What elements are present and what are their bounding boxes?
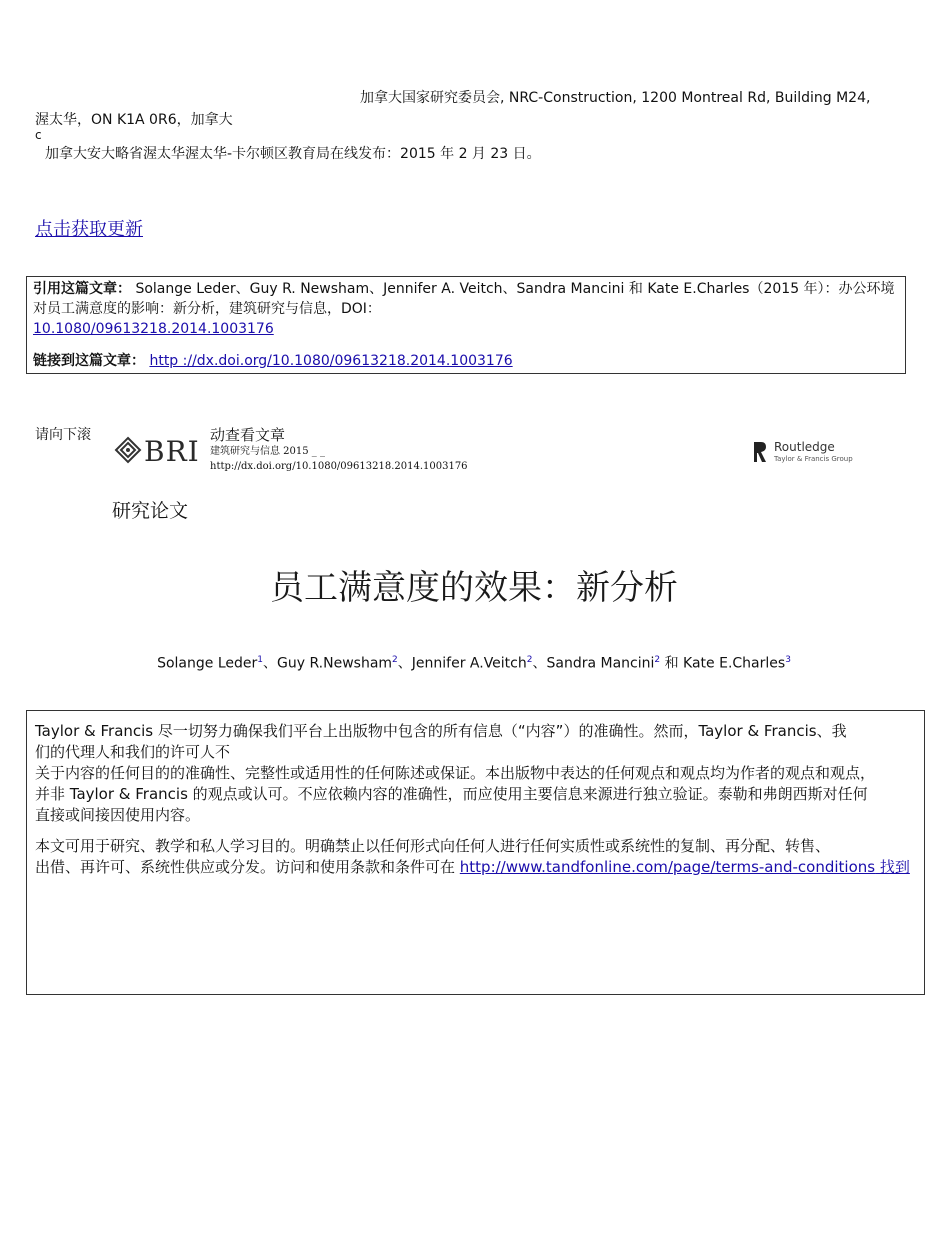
disclaimer-line: 直接或间接因使用内容。 (35, 806, 201, 824)
author-separator: 、 (262, 655, 277, 672)
author-name: Kate E.Charles (683, 655, 786, 672)
cite-text: Solange Leder、Guy R. Newsham、Jennifer A. Veitch、Sandra Mancini 和 Kate E.Charles（2015 年）：办公环境对员工满意度的影响：新分析，建筑研究与信息，DOI： (33, 281, 895, 317)
terms-link-suffix[interactable]: 找到 (875, 858, 910, 876)
author-separator: 、 (397, 655, 412, 672)
article-url-link[interactable]: http ://dx.doi.org/10.1080/09613218.2014.1003176 (149, 353, 513, 369)
disclaimer-line: 关于内容的任何目的的准确性、完整性或适用性的任何陈述或保证。本出版物中表达的任何观点和观点均为作者的观点和观点， (35, 764, 876, 782)
disclaimer-line: Taylor & Francis 尽一切努力确保我们平台上出版物中包含的所有信息（“内容”）的准确性。然而，Taylor & Francis、我 (35, 722, 847, 740)
doi-link[interactable]: 10.1080/09613218.2014.1003176 (33, 321, 274, 337)
publisher-group: Taylor & Francis Group (774, 455, 853, 463)
bri-logo-text: BRI (144, 435, 200, 468)
journal-doi: http://dx.doi.org/10.1080/09613218.2014.1003176 (210, 461, 468, 472)
disclaimer-line: 并非 Taylor & Francis 的观点或认可。不应依赖内容的准确性，而应使用主要信息来源进行独立验证。泰勒和弗朗西斯对任何 (35, 785, 868, 803)
citation-box (26, 276, 906, 374)
terms-conditions-link[interactable]: http://www.tandfonline.com/page/terms-and-conditions (459, 858, 876, 876)
disclaimer-paragraph-1 (35, 721, 916, 826)
publisher-name: Routledge (774, 440, 835, 454)
disclaimer-line: 本文可用于研究、教学和私人学习目的。明确禁止以任何形式向任何人进行任何实质性或系统性的复制、再分配、转售、 (35, 837, 831, 855)
author-list (0, 650, 948, 674)
link-label: 链接到这篇文章： (33, 353, 145, 369)
section-label: 研究论文 (112, 500, 189, 522)
author-name: Sandra Mancini (546, 655, 655, 672)
disclaimer-line: 们的代理人和我们的许可人不 (35, 743, 231, 761)
author-affiliation-sup[interactable]: 1 (257, 655, 263, 665)
article-link-row (33, 351, 899, 371)
author-separator: 、 (532, 655, 547, 672)
scroll-hint: 请向下滚 (35, 427, 91, 443)
disclaimer-line: 出借、再许可、系统性供应或分发。访问和使用条款和条件可在 (35, 858, 460, 876)
disclaimer-box (26, 710, 925, 995)
view-article-hint: 动查看文章 (210, 426, 286, 444)
article-title: 员工满意度的效果：新分析 (270, 568, 678, 608)
check-updates-link[interactable]: 点击获取更新 (35, 219, 143, 240)
author-affiliation-sup[interactable]: 3 (785, 655, 791, 665)
author-affiliation-sup[interactable]: 2 (654, 655, 661, 665)
affiliation-line: 加拿大国家研究委员会, NRC-Construction, 1200 Montreal Rd, Building M24, (360, 90, 871, 106)
disclaimer-paragraph-2 (35, 836, 916, 878)
affiliation-fragment: c (35, 128, 42, 142)
author-separator: 和 (660, 655, 684, 672)
published-online-line: 加拿大安大略省渥太华渥太华-卡尔顿区教育局在线发布：2015 年 2 月 23 日。 (45, 146, 541, 162)
author-name: Jennifer A.Veitch (411, 655, 527, 672)
author-name: Guy R.Newsham (276, 655, 393, 672)
affiliation-continuation: 渥太华，ON K1A 0R6，加拿大 (35, 112, 233, 128)
author-affiliation-sup[interactable]: 2 (392, 655, 398, 665)
author-name: Solange Leder (157, 655, 258, 672)
cite-row (33, 279, 899, 339)
routledge-logo-icon (752, 440, 768, 464)
cite-label: 引用这篇文章： (33, 281, 131, 297)
journal-reference: 建筑研究与信息 2015 _ _ (210, 446, 325, 457)
author-affiliation-sup[interactable]: 2 (526, 655, 533, 665)
